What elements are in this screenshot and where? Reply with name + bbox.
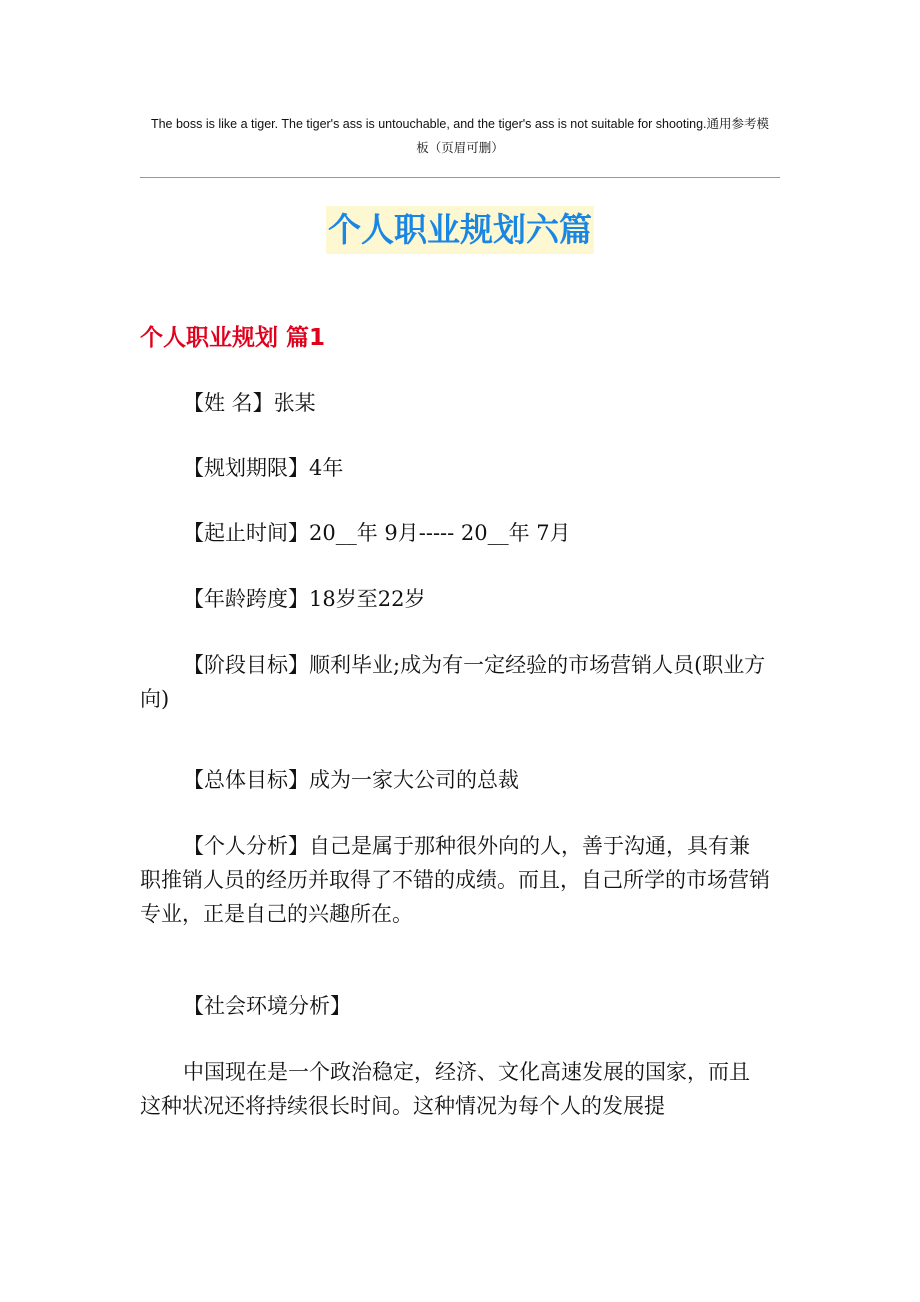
field-name <box>140 386 770 420</box>
header-line-1: The boss is like a tiger. The tiger's ass is untouchable, and the tiger's ass is not suitable for shooting.通用参考模 <box>150 117 770 131</box>
field-value: 张某 <box>273 391 316 415</box>
field-value: 18岁至22岁 <box>309 587 426 611</box>
field-social-environment <box>140 989 770 1023</box>
field-label: 【阶段目标】 <box>183 653 309 677</box>
field-label: 【社会环境分析】 <box>183 994 351 1018</box>
header-line-2: 板（页眉可删） <box>416 141 504 155</box>
field-value: 成为一家大公司的总裁 <box>309 768 519 792</box>
field-label: 【姓 名】 <box>183 391 274 415</box>
section-heading: 个人职业规划 篇1 <box>140 325 326 351</box>
field-period <box>140 451 770 485</box>
field-label: 【起止时间】 <box>183 521 309 545</box>
field-label: 【个人分析】 <box>183 834 309 858</box>
body-paragraph: 中国现在是一个政治稳定，经济、文化高速发展的国家，而且这种状况还将持续很长时间。这种情况为每个人的发展提 <box>140 1060 750 1118</box>
field-overall-goal <box>140 763 770 797</box>
field-value: 20__年 9月----- 20__年 7月 <box>309 521 571 545</box>
field-value: 自己是属于那种很外向的人，善于沟通，具有兼职推销人员的经历并取得了不错的成绩。而且，自己所学的市场营销专业，正是自己的兴趣所在。 <box>140 834 770 926</box>
field-value: 4年 <box>309 456 344 480</box>
field-age-span <box>140 582 770 616</box>
page-header <box>140 112 780 160</box>
field-time-range <box>140 516 770 550</box>
field-label: 【规划期限】 <box>183 456 309 480</box>
document-title: 个人职业规划六篇 <box>326 206 594 254</box>
header-divider <box>140 177 780 178</box>
field-personal-analysis <box>140 829 770 931</box>
document-title-wrap <box>0 206 920 254</box>
field-label: 【总体目标】 <box>183 768 309 792</box>
field-stage-goal <box>140 648 770 716</box>
field-value: 顺利毕业;成为有一定经验的市场营销人员(职业方向) <box>140 653 766 711</box>
field-label: 【年龄跨度】 <box>183 587 309 611</box>
